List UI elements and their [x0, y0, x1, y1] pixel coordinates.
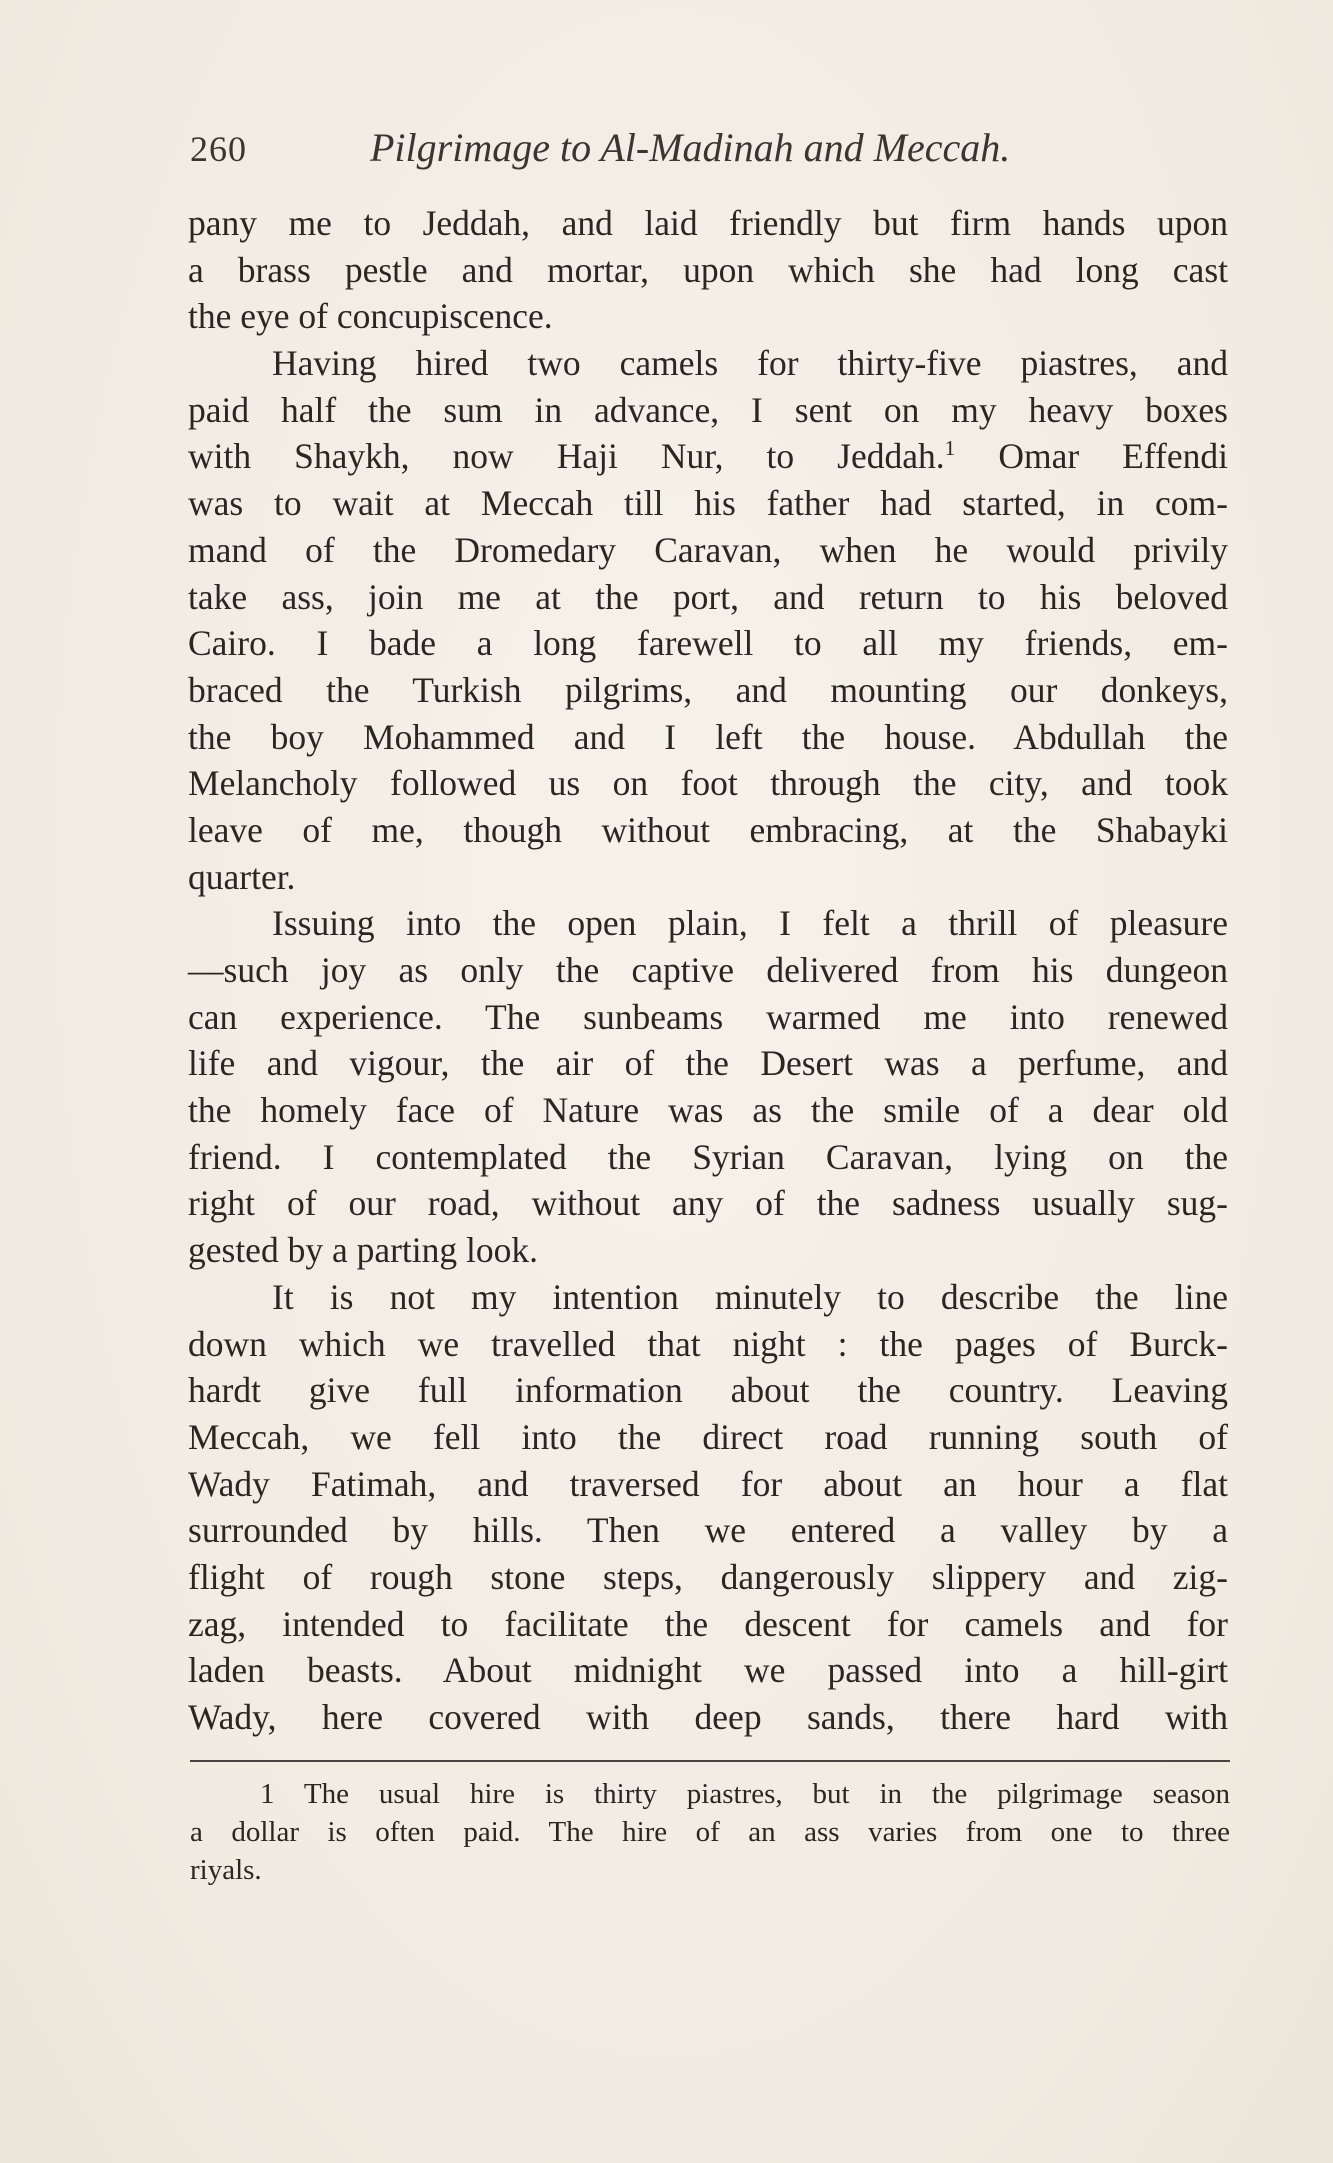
text-line: the boy Mohammed and I left the house. Abdullah the	[188, 716, 1228, 757]
text-line: can experience. The sunbeams warmed me into renewed	[188, 996, 1228, 1037]
text-line: a brass pestle and mortar, upon which she had long cast	[188, 249, 1228, 290]
text-line: paid half the sum in advance, I sent on my heavy boxes	[188, 389, 1228, 430]
text-line: hardt give full information about the country. Leaving	[188, 1370, 1228, 1411]
body-text	[188, 200, 1228, 1741]
text-line: Wady Fatimah, and traversed for about an hour a flat	[188, 1463, 1228, 1504]
text-line: surrounded by hills. Then we entered a valley by a	[188, 1510, 1228, 1551]
text-line-with-footnote	[188, 433, 1228, 480]
text-line: Having hired two camels for thirty-five piastres, and	[272, 343, 1228, 384]
text-line: friend. I contemplated the Syrian Caravan, lying on the	[188, 1136, 1228, 1177]
footnote-line: 1 The usual hire is thirty piastres, but in the pilgrimage season	[260, 1778, 1230, 1810]
text-line: braced the Turkish pilgrims, and mounting our donkeys,	[188, 669, 1228, 710]
page-number: 260	[190, 129, 247, 169]
text-line: —such joy as only the captive delivered from his dungeon	[188, 950, 1228, 990]
text-segment: with Shaykh, now Haji Nur, to Jeddah.	[188, 436, 945, 477]
footnote-line: a dollar is often paid. The hire of an ass varies from one to three	[190, 1816, 1230, 1848]
footnote-block	[190, 1775, 1230, 1889]
footnote-line: riyals.	[190, 1854, 262, 1886]
page-header	[190, 120, 1050, 170]
text-line: pany me to Jeddah, and laid friendly but firm hands upon	[188, 203, 1228, 243]
text-line: Meccah, we fell into the direct road running south of	[188, 1416, 1228, 1457]
footnote-divider	[190, 1760, 1230, 1762]
text-line: life and vigour, the air of the Desert was a perfume, and	[188, 1043, 1228, 1084]
text-segment: Omar Effendi	[955, 436, 1228, 477]
text-line: Wady, here covered with deep sands, there hard with	[188, 1697, 1228, 1737]
text-line: mand of the Dromedary Caravan, when he would privily	[188, 529, 1228, 570]
text-line: It is not my intention minutely to describe the line	[272, 1276, 1228, 1317]
text-line: Cairo. I bade a long farewell to all my friends, em-	[188, 623, 1228, 664]
text-line: flight of rough stone steps, dangerously slippery and zig-	[188, 1556, 1228, 1597]
text-line: gested by a parting look.	[188, 1230, 538, 1271]
text-line: take ass, join me at the port, and return to his beloved	[188, 576, 1228, 617]
text-line: down which we travelled that night : the pages of Burck-	[188, 1323, 1228, 1364]
text-line: the eye of concupiscence.	[188, 296, 553, 337]
text-line: quarter.	[188, 856, 296, 897]
footnote-marker: 1	[944, 436, 956, 461]
text-line: the homely face of Nature was as the smile of a dear old	[188, 1090, 1228, 1131]
text-line: laden beasts. About midnight we passed into a hill-girt	[188, 1650, 1228, 1691]
text-line: leave of me, though without embracing, at the Shabayki	[188, 809, 1228, 850]
text-line: Melancholy followed us on foot through the city, and took	[188, 763, 1228, 804]
text-line: Issuing into the open plain, I felt a thrill of pleasure	[272, 903, 1228, 944]
text-line: zag, intended to facilitate the descent for camels and for	[188, 1603, 1228, 1644]
text-line: right of our road, without any of the sadness usually sug-	[188, 1183, 1228, 1224]
text-line: was to wait at Meccah till his father had started, in com-	[188, 483, 1228, 524]
running-title: Pilgrimage to Al-Madinah and Meccah.	[370, 125, 1011, 170]
